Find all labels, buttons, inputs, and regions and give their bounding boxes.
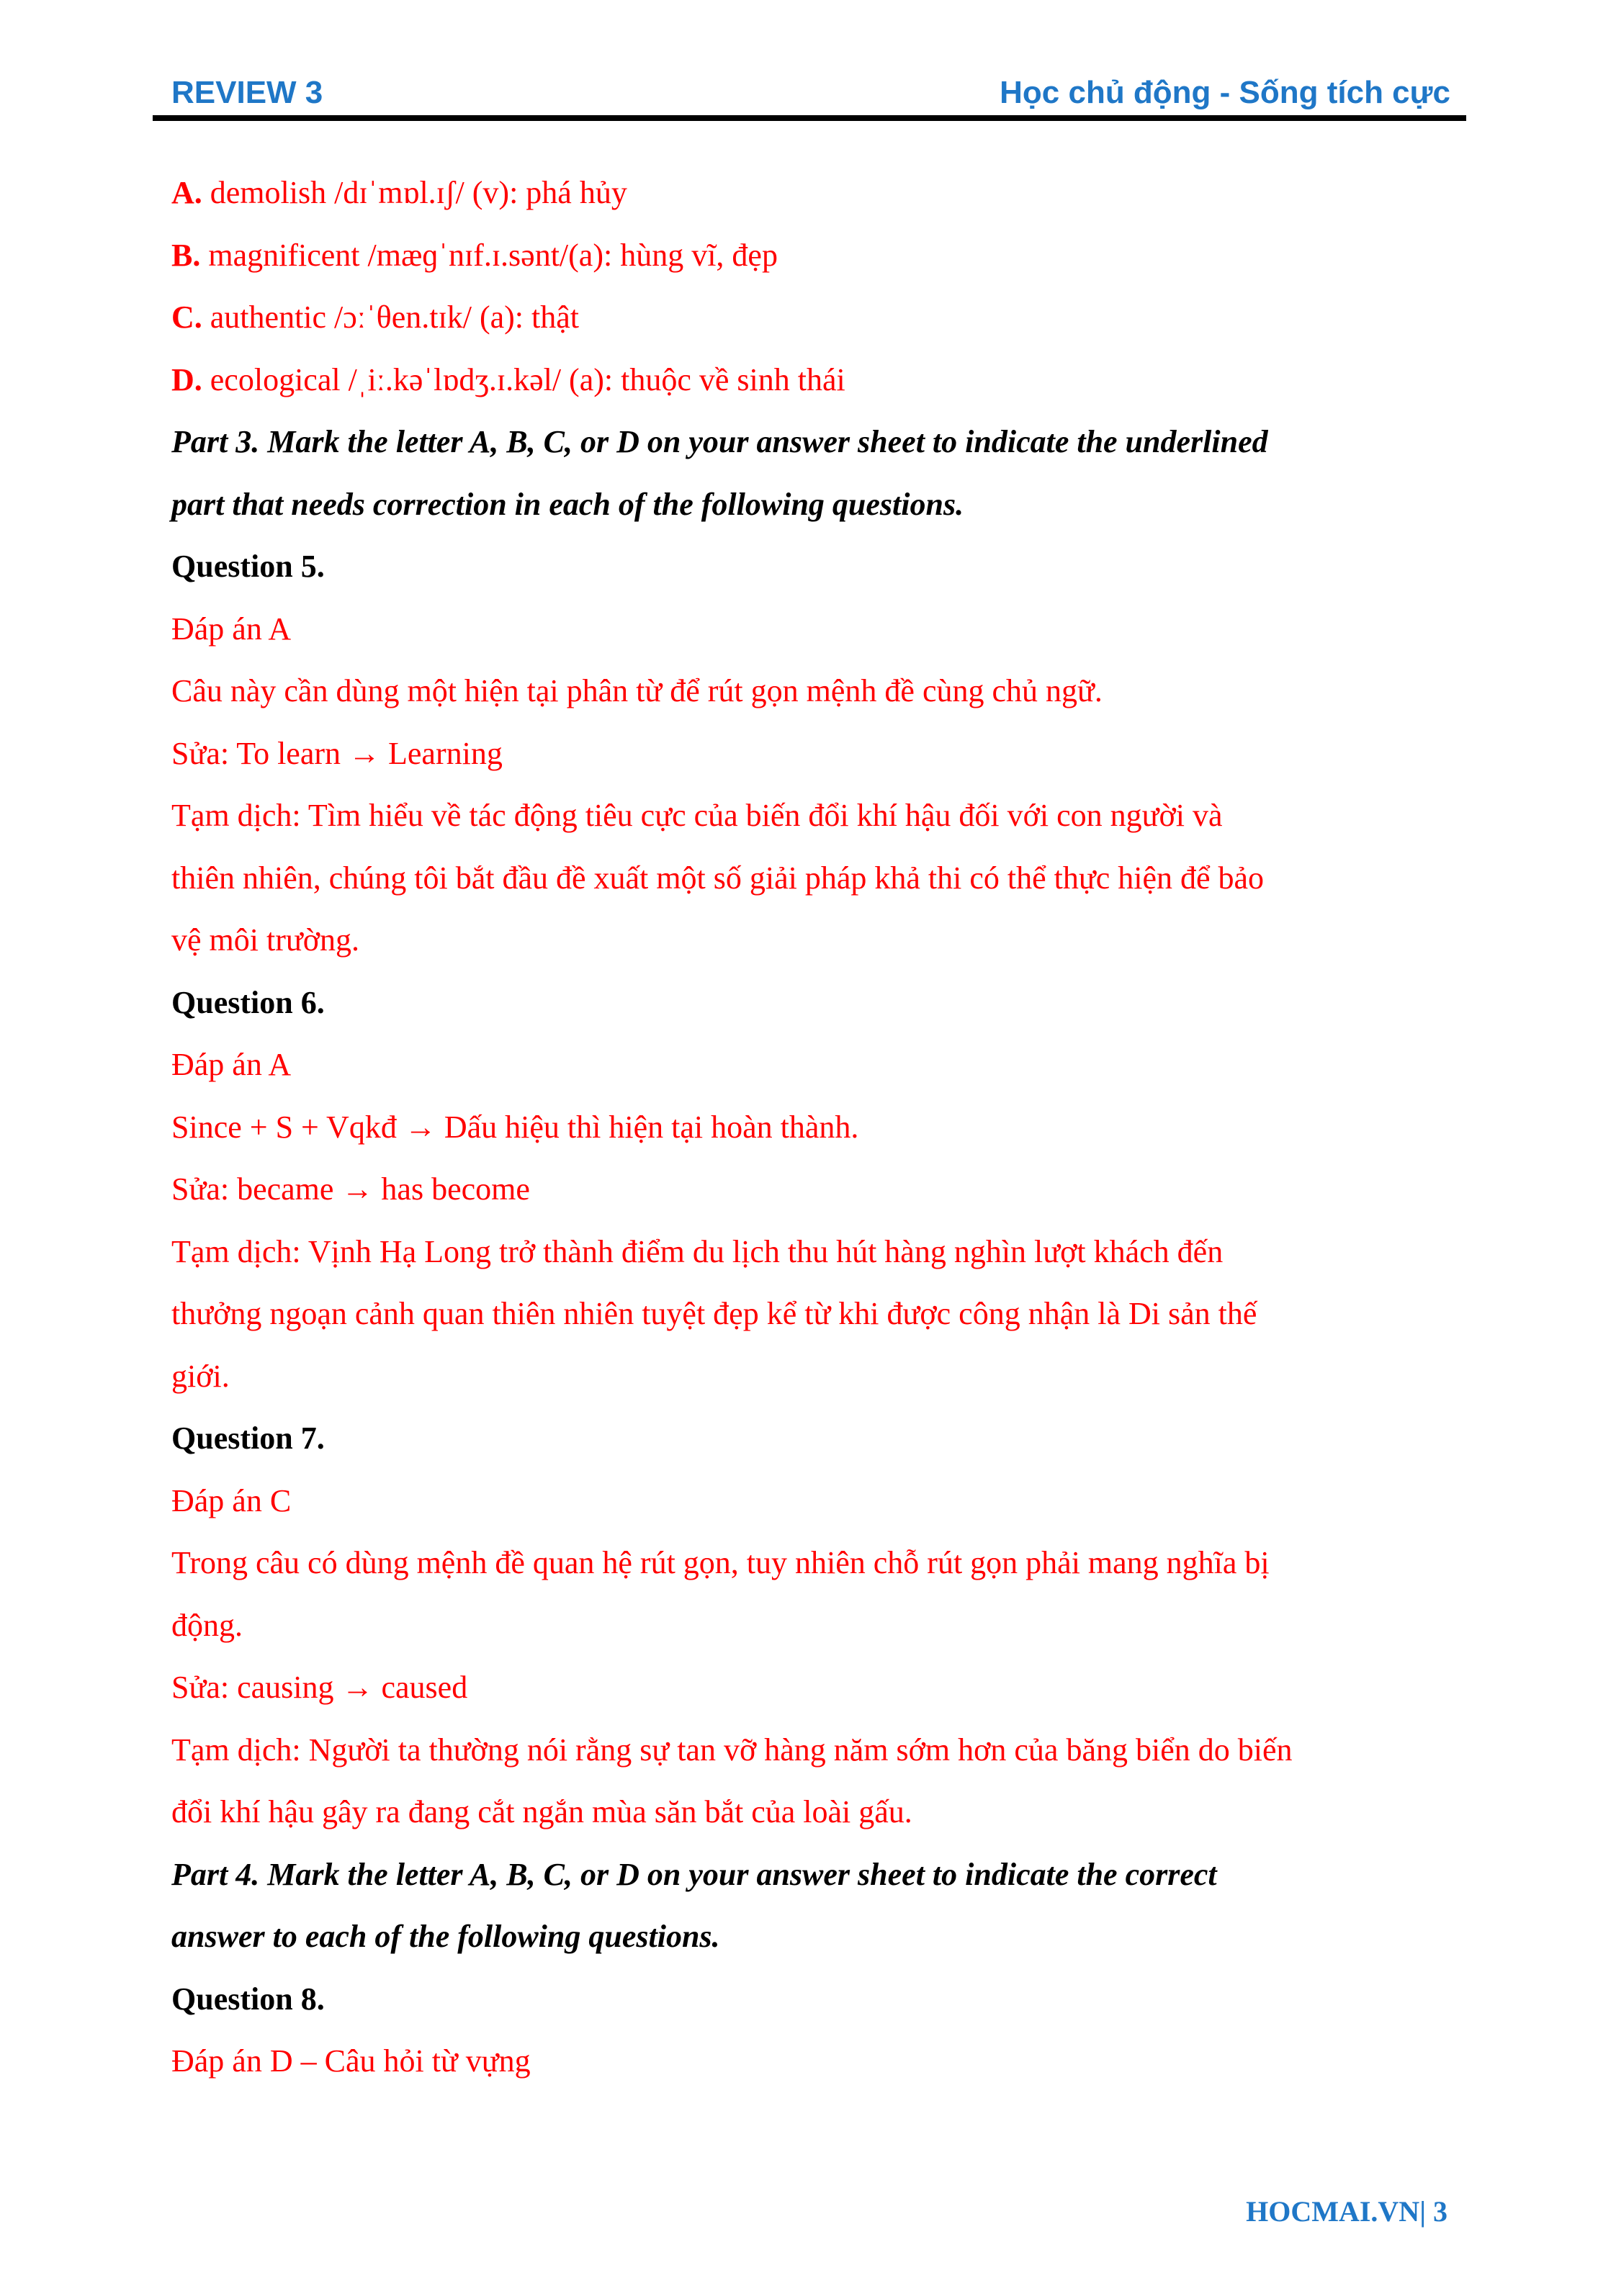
review-title: REVIEW 3 (171, 75, 323, 110)
question-5-explanation: Câu này cần dùng một hiện tại phân từ để rút gọn mệnh đề cùng chủ ngữ. (171, 673, 1103, 708)
page-number: 3 (1426, 2195, 1447, 2228)
option-d: D. ecological /ˌiː.kəˈlɒdʒ.ɪ.kəl/ (a): thuộc về sinh thái (171, 361, 845, 397)
part3-instruction-line1: Part 3. Mark the letter A, B, C, or D on your answer sheet to indicate the underlined (171, 424, 1268, 459)
question-7-explanation-2: động. (171, 1607, 243, 1643)
question-6-translation-2: thưởng ngoạn cảnh quan thiên nhiên tuyệt đẹp kể từ khi được công nhận là Di sản thế (171, 1296, 1257, 1331)
question-8-title: Question 8. (171, 1981, 325, 2017)
option-a: A. demolish /dɪˈmɒl.ɪʃ/ (v): phá hủy (171, 175, 627, 210)
question-6-explanation: Since + S + Vqkđ → Dấu hiệu thì hiện tại hoàn thành. (171, 1109, 859, 1145)
question-5-translation-2: thiên nhiên, chúng tôi bắt đầu đề xuất một số giải pháp khả thi có thể thực hiện để bảo (171, 860, 1265, 896)
document-body (171, 162, 1468, 2093)
option-b: B. magnificent /mæɡˈnɪf.ɪ.sənt/(a): hùng vĩ, đẹp (171, 237, 778, 273)
header-divider (153, 115, 1466, 121)
part4-instruction-line2: answer to each of the following questions. (171, 1919, 720, 1954)
footer-site: HOCMAI.VN| (1246, 2195, 1426, 2228)
page-footer (1246, 2194, 1447, 2228)
part3-instruction-line2: part that needs correction in each of the following questions. (171, 486, 964, 522)
question-6-translation-3: giới. (171, 1358, 230, 1394)
question-7-explanation-1: Trong câu có dùng mệnh đề quan hệ rút gọn, tuy nhiên chỗ rút gọn phải mang nghĩa bị (171, 1545, 1270, 1580)
question-7-fix: Sửa: causing → caused (171, 1670, 468, 1705)
question-6-title: Question 6. (171, 984, 325, 1020)
question-6-fix: Sửa: became → has become (171, 1171, 530, 1207)
question-7-translation-2: đổi khí hậu gây ra đang cắt ngắn mùa săn bắt của loài gấu. (171, 1794, 912, 1829)
question-7-title: Question 7. (171, 1421, 325, 1456)
part4-instruction-line1: Part 4. Mark the letter A, B, C, or D on your answer sheet to indicate the correct (171, 1856, 1217, 1892)
header-slogan: Học chủ động - Sống tích cực (1000, 75, 1450, 110)
question-6-answer: Đáp án A (171, 1047, 292, 1082)
question-7-translation-1: Tạm dịch: Người ta thường nói rằng sự tan vỡ hàng năm sớm hơn của băng biển do biến (171, 1732, 1293, 1768)
question-5-answer: Đáp án A (171, 611, 292, 647)
question-7-answer: Đáp án C (171, 1482, 292, 1518)
question-5-title: Question 5. (171, 549, 325, 584)
option-c: C. authentic /ɔːˈθen.tɪk/ (a): thật (171, 300, 579, 335)
question-5-fix: Sửa: To learn → Learning (171, 735, 503, 771)
question-8-answer: Đáp án D – Câu hỏi từ vựng (171, 2043, 531, 2079)
question-6-translation-1: Tạm dịch: Vịnh Hạ Long trở thành điểm du lịch thu hút hàng nghìn lượt khách đến (171, 1233, 1224, 1269)
question-5-translation-3: vệ môi trường. (171, 922, 359, 958)
question-5-translation-1: Tạm dịch: Tìm hiểu về tác động tiêu cực của biến đổi khí hậu đối với con người và (171, 798, 1223, 833)
